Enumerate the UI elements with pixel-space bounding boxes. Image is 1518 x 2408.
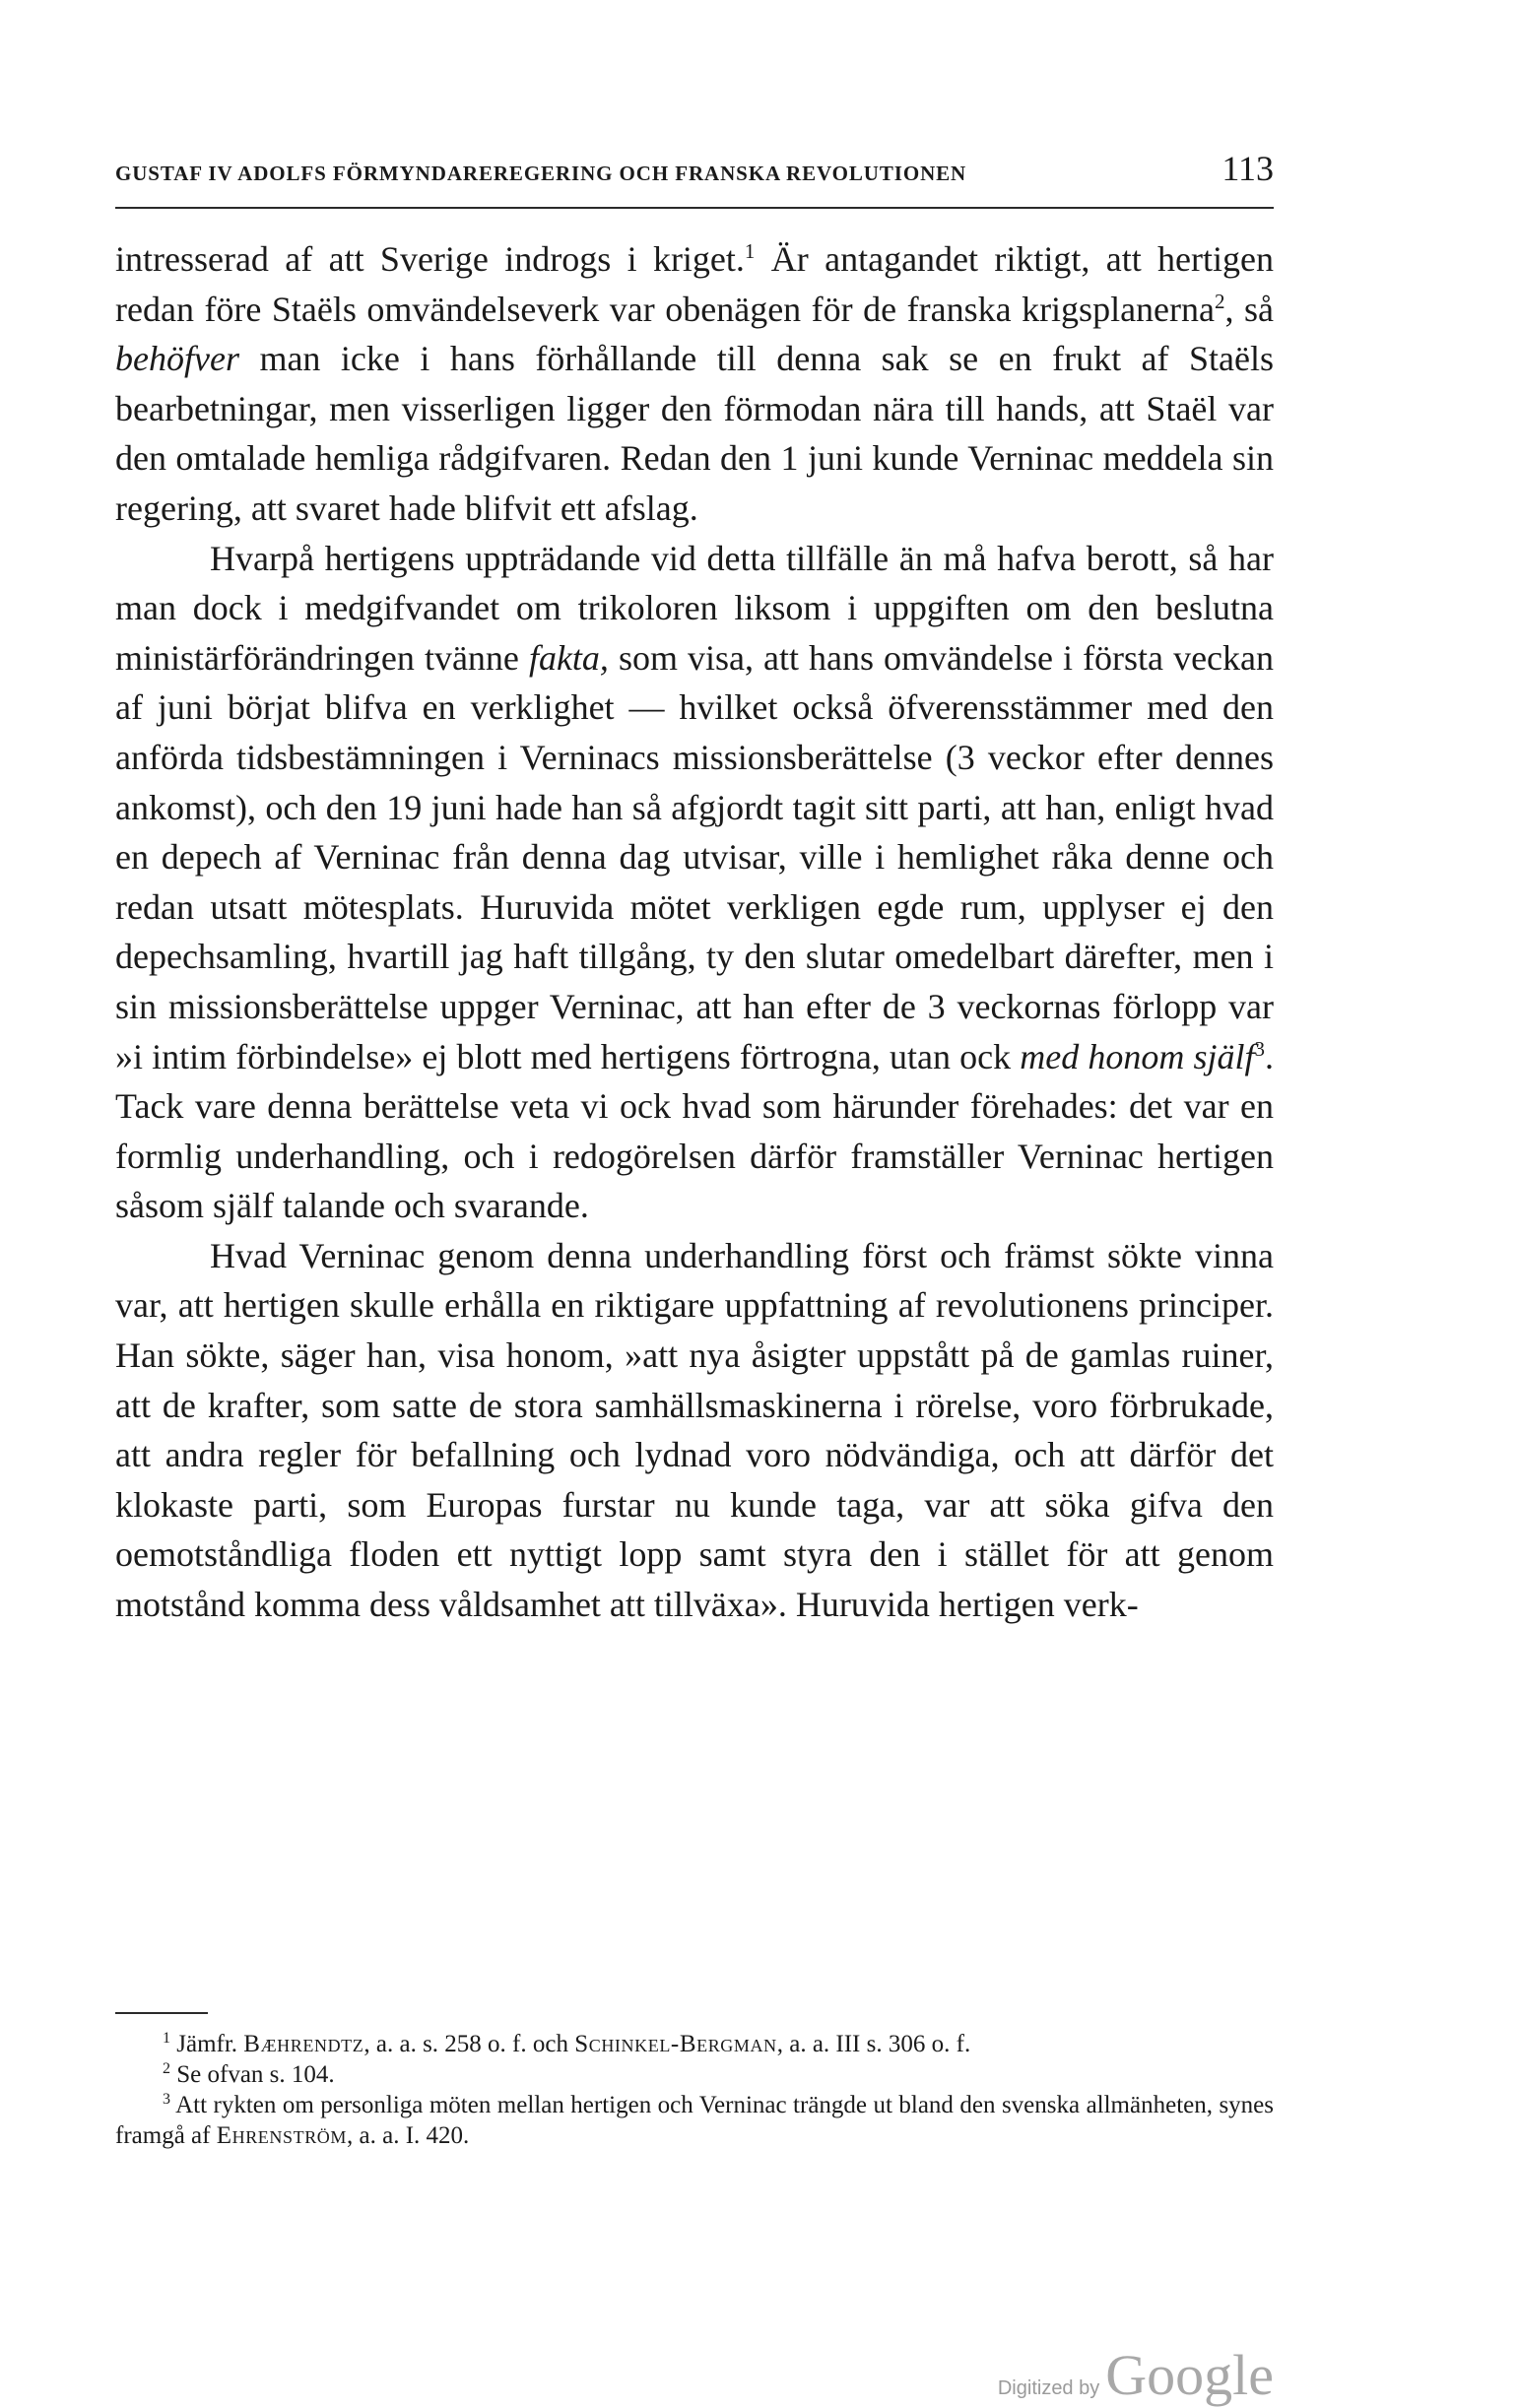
italic-run: fakta, [528, 637, 609, 678]
footnote-rule [115, 2012, 208, 2014]
text-run: man icke i hans förhållande till denna sak se en frukt af Staëls bearbetningar, men visserligen ligger den förmodan nära till hands, att Staël var den omtalade hemliga rådgifvaren. Redan den 1 juni kunde Verninac meddela sin regering, att svaret hade blifvit ett afslag. [115, 339, 1274, 528]
text-run: . Tack vare denna berättelse veta vi ock hvad som härunder förehades: det var en formlig underhandling, och i redogörelsen därför framställer Verninac hertigen såsom själf talande och svarande. [115, 1036, 1274, 1226]
author-name: Ehrenström [216, 2122, 348, 2149]
google-logo: Google [1105, 2343, 1274, 2407]
author-name: Bæhrendtz [243, 2031, 364, 2057]
footnote-text: , a. a. s. 258 o. f. och [363, 2031, 575, 2057]
page-number: 113 [1221, 149, 1274, 188]
footnote-text: , a. a. III s. 306 o. f. [776, 2031, 971, 2057]
footnote-ref-2: 2 [1215, 289, 1225, 313]
body-text [115, 234, 1274, 1630]
footnote-text: Se ofvan s. 104. [176, 2061, 335, 2088]
paragraph-2 [115, 534, 1274, 1231]
running-title: GUSTAF IV ADOLFS FÖRMYNDAREREGERING OCH FRANSKA REVOLUTIONEN [115, 162, 967, 185]
italic-run: med honom själf [1020, 1036, 1255, 1076]
italic-run: behöfver [115, 339, 239, 379]
footnote-mark: 1 [163, 2030, 170, 2047]
footnote-ref-1: 1 [744, 239, 756, 263]
running-header [115, 148, 1274, 189]
paragraph-1 [115, 234, 1274, 534]
text-run: intresserad af att Sverige indrogs i kriget. [115, 239, 745, 279]
footnote-text: Att rykten om personliga möten mellan hertigen och Verninac trängde ut bland den svenska allmänheten, synes framgå af [115, 2092, 1275, 2149]
footnotes [115, 2029, 1274, 2151]
footnote-ref-3: 3 [1254, 1036, 1265, 1061]
footnote-mark: 2 [163, 2060, 170, 2077]
text-run: som visa, att hans omvändelse i första veckan af juni börjat blifva en verklighet — hvilket också öfverensstämmer med den anförda tidsbestämningen i Verninacs missionsberättelse (3 veckor efter dennes ankomst), och den 19 juni hade han så afgjordt tagit sitt parti, att han, enligt hvad en depech af Verninac från denna dag utvisar, ville i hemlighet råka denne och redan utsatt mötesplats. Huruvida mötet verkligen egde rum, upplyser ej den depechsamling, hvartill jag haft tillgång, ty den slutar omedelbart därefter, men i sin missionsberättelse uppger Verninac, att han efter de 3 veckornas förlopp var »i intim förbindelse» ej blott med hertigens förtrogna, utan ock [115, 637, 1274, 1076]
text-run: , så [1224, 289, 1274, 329]
footnote-1 [115, 2029, 1274, 2059]
digitized-watermark [998, 2342, 1274, 2408]
book-page [115, 0, 1274, 2400]
watermark-caption: Digitized by [997, 2377, 1100, 2399]
footnote-mark: 3 [163, 2091, 170, 2108]
text-run: Hvarpå hertigens uppträdande vid detta tillfälle än må hafva berott, så har man dock i medgifvandet om trikoloren liksom i uppgiften om den beslutna ministärförändringen tvänne [115, 538, 1274, 678]
footnote-text: , a. a. I. 420. [347, 2122, 470, 2149]
text-run: Hvad Verninac genom denna underhandling först och främst sökte vinna var, att hertigen skulle erhålla en riktigare uppfattning af revolutionens principer. Han sökte, säger han, visa honom, »att nya åsigter uppstått på de gamlas ruiner, att de krafter, som satte de stora samhällsmaskinerna i rörelse, voro förbrukade, att andra regler för befallning och lydnad voro nödvändiga, och att därför det klokaste parti, som Europas furstar nu kunde taga, var att söka gifva den oemotståndliga floden ett nyttigt lopp samt styra den i stället för att genom motstånd komma dess våldsamhet att tillväxa». Huruvida hertigen verk- [115, 1235, 1274, 1625]
paragraph-3 [115, 1231, 1274, 1630]
footnote-text: Jämfr. [176, 2031, 244, 2057]
header-rule [115, 207, 1274, 209]
author-name: Schinkel-Bergman [574, 2031, 777, 2057]
footnote-2 [115, 2059, 1274, 2090]
text-run: Är antagandet riktigt, att hertigen redan före Staëls omvändelseverk var obenägen för de franska krigsplanerna [115, 239, 1274, 329]
footnote-3 [115, 2090, 1274, 2151]
